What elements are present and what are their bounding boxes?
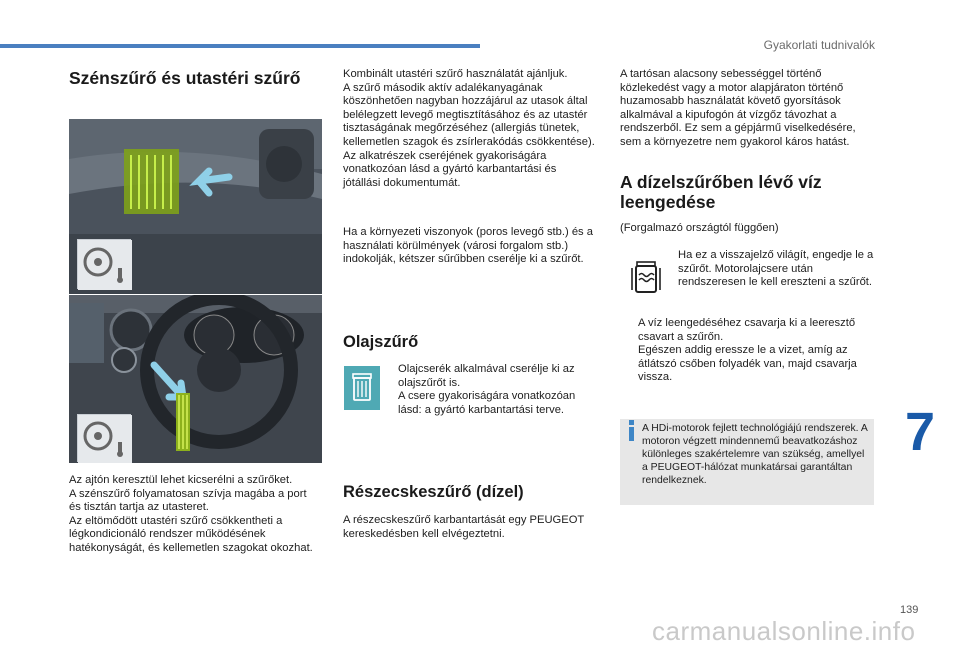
info-text: A HDi-motorok fejlett technológiájú rendszerek. A motoron végzett mindennemű beavatkozáshoz különleges szakértelemre van szükség, amellyel a PEUGEOT-hálózat munkatársai garantáltan rendelkeznek. <box>642 423 868 486</box>
particle-filter-title: Részecskeszűrő (dízel) <box>343 483 524 501</box>
section-header: Gyakorlati tudnivalók <box>763 38 875 52</box>
country-note: (Forgalmazó országtól függően) <box>620 222 779 234</box>
steering-wheel-icon-bottom <box>77 414 131 462</box>
info-icon-bar <box>629 427 634 441</box>
oil-filter-text: Olajcserék alkalmával cserélje ki az olajszűrőt is. A csere gyakoriságára vonatkozóan lásd: a gyártó karbantartási terve. <box>398 363 576 416</box>
diesel-water-title-line1: A dízelszűrőben lévő víz <box>620 172 822 192</box>
bullet-item-2: Egészen addig eressze le a vizet, amíg az átlátszó csőben folyadék van, majd csavarja vissza. <box>638 344 857 384</box>
cabin-filter-body: Az ajtón keresztül lehet kicserélni a szűrőket. A szénszűrő folyamatosan szívja magába a port és tisztán tartja az utasteret. Az eltömődött utastéri szűrő csökkentheti a légkondicionáló rendszer működésének hatékonyságát, és kellemetlen szagokat okozhat. <box>69 474 313 554</box>
dusty-conditions-text: Ha a környezeti viszonyok (poros levegő stb.) és a használati körülmények (városi forgalom stb.) indokolják, kétszer sűrűbben cserélje ki a szűrőt. <box>343 226 593 266</box>
oil-filter-title: Olajszűrő <box>343 333 419 351</box>
chapter-number: 7 <box>904 402 936 462</box>
water-in-diesel-warning-icon <box>628 258 664 296</box>
header-accent-bar <box>0 44 480 48</box>
combined-filter-intro: Kombinált utastéri szűrő használatát ajánljuk. A szűrő második aktív adalékanyagának köszönhetően nagyban hozzájárul az utasok által belélegzett levegő megtisztításához és az utastér tisztaságának megőrzéséhez (allergiás tünetek, kellemetlen szagok és zsírlerakódás csökkentése). Az alkatrészek cseréjének gyakoriságára vonatkozóan lásd a gyártó karbantartási és jótállási dokumentumát. <box>343 68 595 189</box>
bullet-item-1: A víz leengedéséhez csavarja ki a leeresztő csavart a szűrőn. <box>638 317 856 343</box>
cabin-filter-title: Szénszűrő és utastéri szűrő <box>69 68 301 88</box>
info-icon-dot <box>629 420 634 425</box>
steering-wheel-icon-top <box>77 239 131 289</box>
page-number: 139 <box>900 604 919 616</box>
particle-filter-text: A részecskeszűrő karbantartását egy PEUGEOT kereskedésben kell elvégeztetni. <box>343 514 585 540</box>
oil-filter-icon <box>344 366 380 410</box>
water-vapour-text: A tartósan alacsony sebességgel történő közlekedést vagy a motor alapjáraton történő huzamosabb használatát követő gyorsítások alkalmával a kipufogón át vízgőz távozhat a rendszerből. Ez sem a gépjármű viselkedésére, sem a környezetre nem gyakorol káros hatást. <box>620 68 856 148</box>
diesel-water-title-line2: leengedése <box>620 192 716 212</box>
diesel-water-title <box>620 172 822 212</box>
warning-lamp-text: Ha ez a visszajelző világít, engedje le a szűrőt. Motorolajcsere után rendszeresen le kell ereszteni a szűrőt. <box>678 249 874 289</box>
watermark: carmanualsonline.info <box>652 616 916 646</box>
